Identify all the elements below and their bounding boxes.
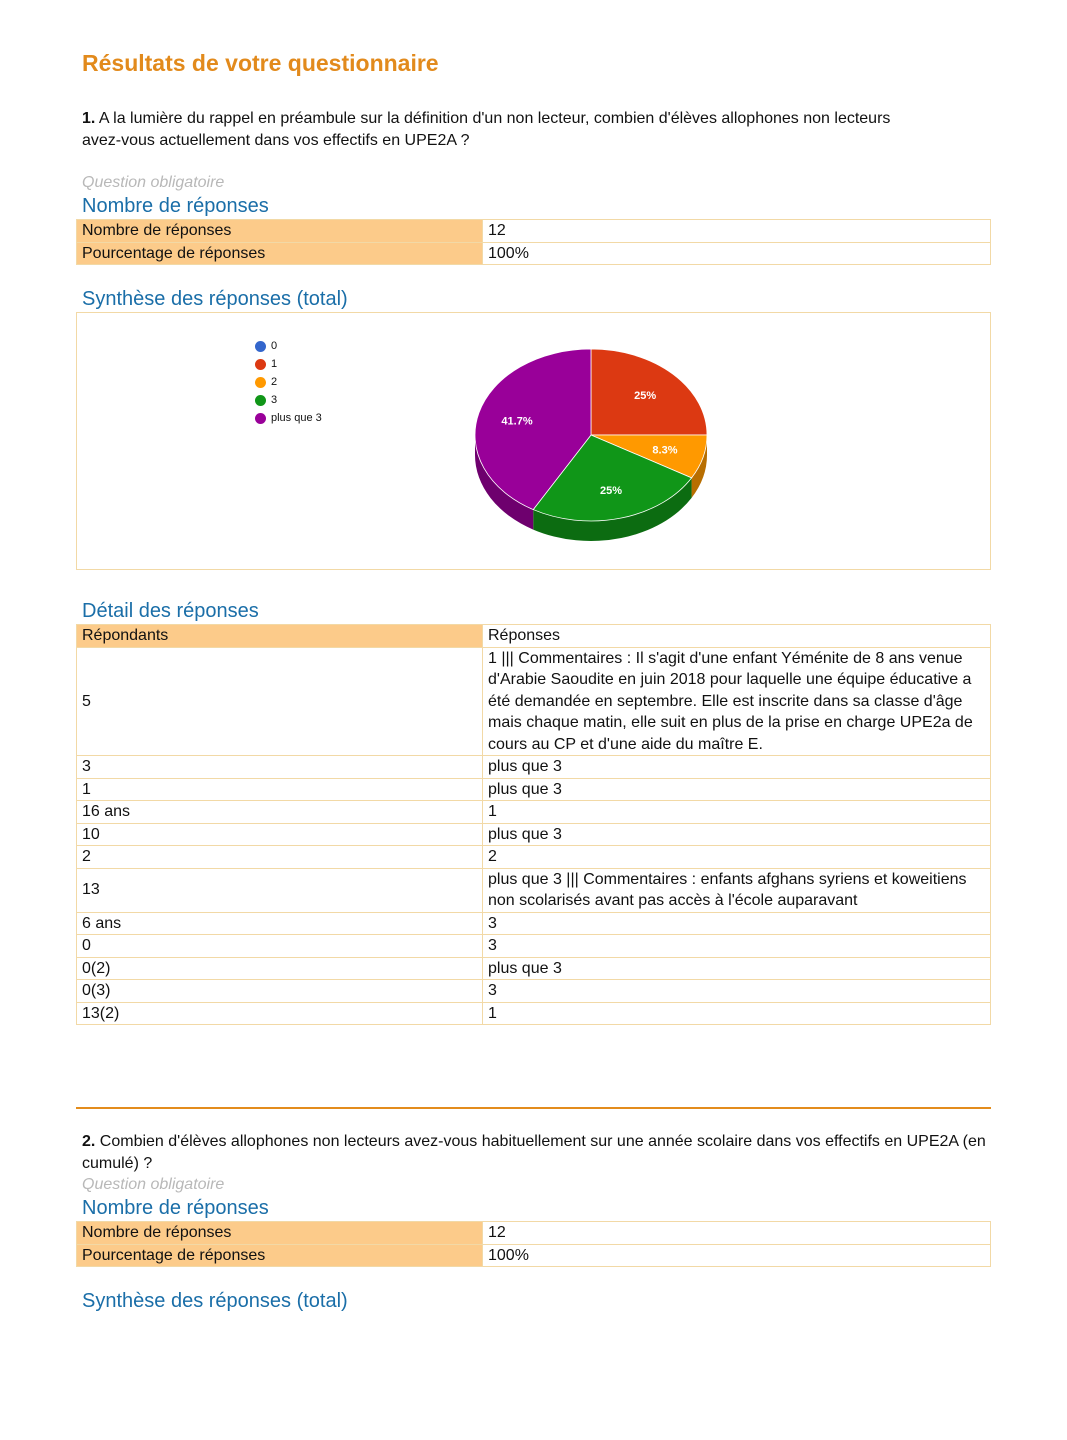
- table-row: [77, 778, 991, 801]
- legend-label: 3: [271, 394, 278, 406]
- table-row: [77, 1222, 991, 1245]
- stat-value: 100%: [483, 242, 991, 265]
- table-row: [77, 1244, 991, 1267]
- question-text-line2: avez-vous actuellement dans vos effectifs en UPE2A ?: [82, 131, 470, 149]
- summary-heading: Synthèse des réponses (total): [82, 1290, 348, 1312]
- respondent-cell: 10: [77, 823, 483, 846]
- answer-cell: plus que 3 ||| Commentaires : enfants afghans syriens et koweitiens non scolarisés avant pas accès à l'école auparavant: [483, 868, 991, 912]
- stat-value: 12: [483, 1222, 991, 1245]
- pie-chart: [77, 313, 990, 569]
- respondent-cell: 13: [77, 868, 483, 912]
- legend-label: plus que 3: [271, 412, 322, 424]
- pie-slice-label: 8.3%: [652, 444, 678, 457]
- table-row: [77, 935, 991, 958]
- respondent-cell: 1: [77, 778, 483, 801]
- legend-label: 2: [271, 376, 278, 388]
- stat-label: Pourcentage de réponses: [77, 1244, 483, 1267]
- respondent-cell: 13(2): [77, 1002, 483, 1025]
- summary-heading: Synthèse des réponses (total): [82, 288, 348, 310]
- table-row: [77, 756, 991, 779]
- table-row: [77, 846, 991, 869]
- table-header-row: [77, 625, 991, 648]
- answer-cell: plus que 3: [483, 823, 991, 846]
- answer-cell: 3: [483, 912, 991, 935]
- count-heading: Nombre de réponses: [82, 195, 269, 217]
- answer-cell: plus que 3: [483, 756, 991, 779]
- table-row: [77, 801, 991, 824]
- mandatory-note: Question obligatoire: [82, 174, 225, 191]
- legend-label: 0: [271, 340, 278, 352]
- answer-cell: 1 ||| Commentaires : Il s'agit d'une enfant Yéménite de 8 ans venue d'Arabie Saoudite en juin 2018 pour laquelle une équipe éducative a été demandée en septembre. Elle est inscrite dans sa classe d'âge mais chaque matin, elle suit en plus de la prise en charge UPE2a de cours au CP et d'une aide du maître E.: [483, 647, 991, 756]
- respondent-cell: 0(3): [77, 980, 483, 1003]
- pie-slice-label: 25%: [634, 389, 657, 402]
- stats-table: [76, 1221, 991, 1267]
- question-number: 1.: [82, 110, 96, 127]
- detail-heading: Détail des réponses: [82, 600, 259, 622]
- respondent-cell: 3: [77, 756, 483, 779]
- table-row: [77, 912, 991, 935]
- table-row: [77, 1002, 991, 1025]
- mandatory-note: Question obligatoire: [82, 1176, 225, 1193]
- page-title: Résultats de votre questionnaire: [82, 50, 439, 76]
- legend-label: 1: [271, 358, 278, 370]
- stat-label: Nombre de réponses: [77, 1222, 483, 1245]
- stat-value: 100%: [483, 1244, 991, 1267]
- question-1-text: [82, 108, 987, 151]
- question-text-line1: A la lumière du rappel en préambule sur la définition d'un non lecteur, combien d'élèves allophones non lecteurs: [98, 110, 891, 127]
- answer-cell: 3: [483, 935, 991, 958]
- answer-cell: 2: [483, 846, 991, 869]
- table-row: [77, 868, 991, 912]
- answer-cell: 3: [483, 980, 991, 1003]
- answer-cell: 1: [483, 801, 991, 824]
- stat-label: Nombre de réponses: [77, 220, 483, 243]
- section-divider: [76, 1107, 991, 1109]
- question-text: Combien d'élèves allophones non lecteurs avez-vous habituellement sur une année scolaire dans vos effectifs en UPE2A (en cumulé) ?: [82, 1133, 986, 1172]
- table-row: [77, 647, 991, 756]
- respondent-cell: 0(2): [77, 957, 483, 980]
- answer-cell: plus que 3: [483, 778, 991, 801]
- pie-slice-label: 25%: [599, 484, 622, 497]
- respondent-cell: 6 ans: [77, 912, 483, 935]
- pie-slice-label: 41.7%: [501, 415, 533, 428]
- table-row: [77, 823, 991, 846]
- table-row: [77, 957, 991, 980]
- detail-table: [76, 624, 991, 1025]
- respondent-cell: 16 ans: [77, 801, 483, 824]
- table-row: [77, 980, 991, 1003]
- answer-cell: 1: [483, 1002, 991, 1025]
- respondent-cell: 5: [77, 647, 483, 756]
- table-row: [77, 220, 991, 243]
- stat-label: Pourcentage de réponses: [77, 242, 483, 265]
- stat-value: 12: [483, 220, 991, 243]
- question-2-text: [82, 1131, 987, 1174]
- question-number: 2.: [82, 1133, 96, 1150]
- count-heading: Nombre de réponses: [82, 1197, 269, 1219]
- respondent-cell: 0: [77, 935, 483, 958]
- column-header-respondents: Répondants: [77, 625, 483, 648]
- respondent-cell: 2: [77, 846, 483, 869]
- answer-cell: plus que 3: [483, 957, 991, 980]
- table-row: [77, 242, 991, 265]
- pie-chart-box: [76, 312, 991, 570]
- stats-table: [76, 219, 991, 265]
- column-header-answers: Réponses: [483, 625, 991, 648]
